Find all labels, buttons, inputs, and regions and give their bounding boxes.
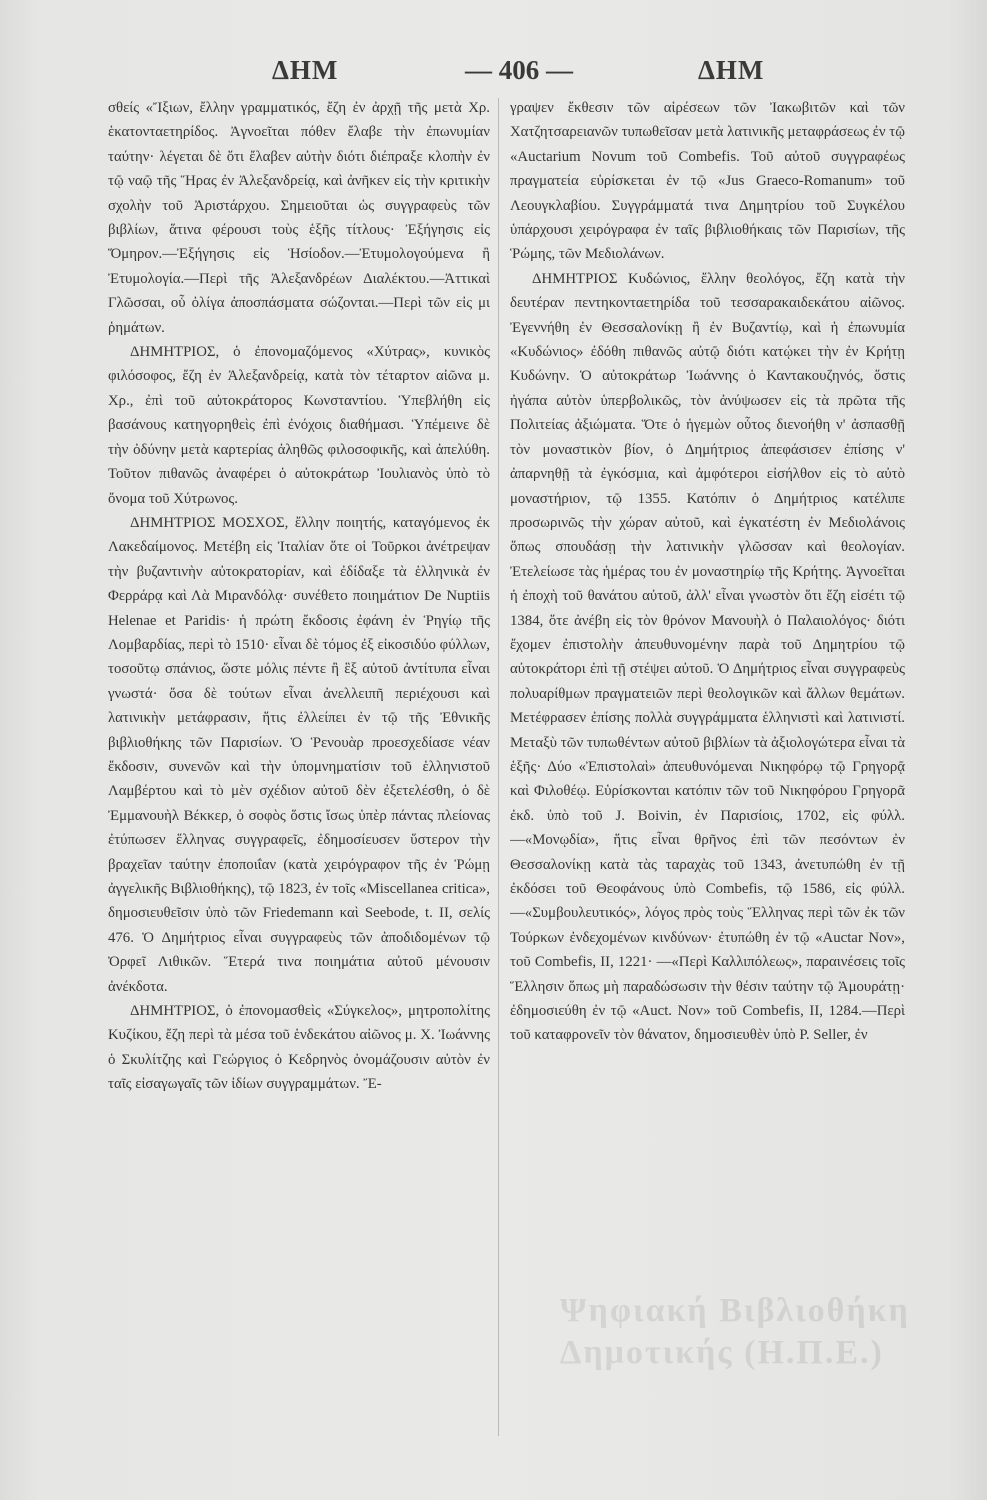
left-paragraph-4: ΔΗΜΗΤΡΙΟΣ, ὁ ἐπονομασθεὶς «Σύγκελος», μητροπολίτης Κυζίκου, ἔζη περὶ τὰ μέσα τοῦ ἑνδεκάτου αἰῶνος μ. Χ. Ἰωάννης ὁ Σκυλίτζης καὶ Γεώργιος ὁ Κεδρηνὸς ὀνομάζουσιν αὐτὸν ἐν ταῖς εἰσαγωγαῖς τῶν ἰδίων συγγραμμάτων. Ἔ-	[108, 1003, 490, 1093]
watermark-line-1: Ψηφιακή Βιβλιοθήκη	[560, 1292, 910, 1329]
left-column	[108, 96, 490, 1441]
header-right-keyword: ΔΗΜ	[698, 55, 765, 85]
page-number: — 406 —	[465, 55, 573, 85]
right-column	[510, 96, 905, 1441]
left-paragraph-3: ΔΗΜΗΤΡΙΟΣ ΜΟΣΧΟΣ, ἔλλην ποιητής, καταγόμενος ἐκ Λακεδαίμονος. Μετέβη εἰς Ἰταλίαν ὅτε οἱ Τοῦρκοι ἀνέτρεψαν τὴν βυζαντινὴν αὐτοκρατορίαν, καὶ ἐδίδαξε τὰ ἑλληνικὰ ἐν Φερράρᾳ καὶ Λὰ Μιρανδόλᾳ· συνέθετο ποιημάτιον De Nuptiis Helenae et Paridis· ἡ πρώτη ἔκδοσις ἐφάνη ἐν Ῥηγίῳ τῆς Λομβαρδίας, περὶ τὸ 1510· εἶναι δὲ τόμος ἐξ εἰκοσιδύο φύλλων, τοσοῦτῳ σπάνιος, ὥστε μόλις πέντε ἢ ἓξ αὐτοῦ ἀντίτυπα εἶναι γνωστά· ὅσα δὲ τούτων εἶναι ἀνελλειπῆ περιέχουσι καὶ λατινικὴν μετάφρασιν, ἥτις ἐλλείπει ἐν τῷ τῆς Ἐθνικῆς βιβλιοθήκης τῶν Παρισίων. Ὁ Ῥενουὰρ προεσχεδίασε νέαν ἔκδοσιν, συνενῶν καὶ τὴν ὑπομνηματίσιν τοῦ ἑλληνιστοῦ Λαμβέρτου καὶ τὸ μὲν σχέδιον αὐτοῦ δὲν ἐξετελέσθη, ὁ δὲ Ἐμμανουὴλ Βέκκερ, ὁ σοφὸς ὅστις ἴσως ὑπὲρ πάντας πλείονας ἐτύπωσεν ἕλληνας συγγραφεῖς, ἐδημοσίευσεν ὕστερον τὴν βραχεῖαν ταύτην ἐποποιΐαν (κατὰ χειρόγραφον τῆς ἐν Ῥώμῃ ἀγγελικῆς Βιβλιοθήκης), τῷ 1823, ἐν τοῖς «Miscellanea critica», δημοσιευθεῖσιν ὑπὸ τῶν Friedemann καὶ Seebode, t. II, σελίς 476. Ὁ Δημήτριος εἶναι συγγραφεὺς τῶν ἀποδιδομένων τῷ Ὀρφεῖ Λιθικῶν. Ἕτερά τινα ποιημάτια αὐτοῦ μένουσιν ἀνέκδοτα.	[108, 514, 490, 995]
left-paragraph-1: σθείς «Ἴξιων, ἔλλην γραμματικός, ἔζη ἐν ἀρχῇ τῆς μετὰ Χρ. ἑκατονταετηρίδος. Ἀγνοεῖται πόθεν ἔλαβε τὴν ἐπωνυμίαν ταύτην· λέγεται δὲ ὅτι ἔλαβεν αὐτὴν διότι διέπραξε κλοπὴν ἐν τῷ ναῷ τῆς Ἥρας ἐν Ἀλεξανδρείᾳ, καὶ ἀνῆκεν εἰς τὴν κριτικὴν σχολὴν τοῦ Ἀριστάρχου. Σημειοῦται ὡς συγγραφεὺς τῶν βιβλίων, ἅτινα φέρουσι τοὺς ἑξῆς τίτλους· Ἐξήγησις εἰς Ὅμηρον.—Ἐξήγησις εἰς Ἡσίοδον.—Ἐτυμολογούμενα ἢ Ἐτυμολογία.—Περὶ τῆς Ἀλεξανδρέων Διαλέκτου.—Ἀττικαὶ Γλῶσσαι, οὗ ὀλίγα ἀποσπάσματα σώζονται.—Περὶ τῶν εἰς μι ῥημάτων.	[108, 100, 490, 336]
right-paragraph-2: ΔΗΜΗΤΡΙΟΣ Κυδώνιος, ἔλλην θεολόγος, ἔζη κατὰ τὴν δευτέραν πεντηκονταετηρίδα τοῦ τεσσαρακαιδεκάτου αἰῶνος. Ἐγεννήθη ἐν Θεσσαλονίκῃ ἢ ἐν Βυζαντίῳ, καὶ ἡ ἐπωνυμία «Κυδώνιος» ἐδόθη πιθανῶς αὐτῷ διότι κατῴκει τὴν ἐν Κρήτῃ Κυδώνην. Ὁ αὐτοκράτωρ Ἰωάννης ὁ Καντακουζηνός, ὅστις ἠγάπα αὐτὸν ὑπερβολικῶς, τὸν ἀνύψωσεν εἰς τὰ πρῶτα τῆς Πολιτείας ἀξιώματα. Ὅτε ὁ ἡγεμὼν οὗτος διενοήθη ν' ἀσπασθῇ τὸν μοναστικὸν βίον, ὁ Δημήτριος ἀπεφάσισεν ἐπίσης ν' ἀπαρνηθῇ τὰ ἐγκόσμια, καὶ ἀμφότεροι εἰσήλθον εἰς τὸ αὐτὸ μοναστήριον, τῷ 1355. Κατόπιν ὁ Δημήτριος κατέλιπε προσωρινῶς τὴν χώραν αὐτοῦ, καὶ ἐγκατέστη ἐν Μεδιολάνοις ὅπως σπουδάσῃ τὴν λατινικὴν γλῶσσαν καὶ θεολογίαν. Ἐτελείωσε τὰς ἡμέρας του ἐν μοναστηρίῳ τῆς Κρήτης. Ἀγνοεῖται ἡ ἐποχὴ τοῦ θανάτου αὐτοῦ, ἀλλ' εἶναι γνωστὸν ὅτι ἔζη εἰσέτι τῷ 1384, ὅτε ἀνέβη εἰς τὸν θρόνον Μανουὴλ ὁ Παλαιολόγος· διότι ἔχομεν ἐπιστολὴν ἀπευθυνομένην παρὰ τοῦ Δημητρίου τῷ αὐτοκράτορι ἐπὶ τῇ στέψει αὐτοῦ. Ὁ Δημήτριος εἶναι συγγραφεὺς πολυαρίθμων πραγματειῶν περὶ θεολογικῶν καὶ ἄλλων θεμάτων. Μετέφρασεν ἐπίσης πολλὰ συγγράμματα ἑλληνιστὶ καὶ λατινιστί. Μεταξὺ τῶν τυπωθέντων αὐτοῦ βιβλίων τὰ ἀξιολογώτερα εἶναι τὰ ἑξῆς· Δύο «Ἐπιστολαὶ» ἀπευθυνόμεναι Νικηφόρῳ τῷ Γρηγορᾷ καὶ Φιλοθέῳ. Εὑρίσκονται κατόπιν τῶν τοῦ Νικηφόρου Γρηγορᾶ ἐκδ. ὑπὸ τοῦ J. Boivin, ἐν Παρισίοις, 1702, εἰς φύλλ. —«Μονῳδία», ἥτις εἶναι θρῆνος ἐπὶ τῶν πεσόντων ἐν Θεσσαλονίκῃ κατὰ τὰς ταραχὰς τοῦ 1343, ἀνετυπώθη ἐν τῇ ἐκδόσει τοῦ Θεοφάνους ὑπὸ Combefis, τῷ 1586, εἰς φύλλ.—«Συμβουλευτικός», λόγος πρὸς τοὺς Ἕλληνας περὶ τῶν ἐκ τῶν Τούρκων ἐνδεχομένων κινδύνων· ἐτυπώθη ἐν τῷ «Auctar Nov», τοῦ Combefis, II, 1221· —«Περὶ Καλλιπόλεως», παραινέσεις τοῖς Ἕλλησιν ὅπως μὴ παραδώσωσιν τὴν θέσιν ταύτην τῷ Ἀμουράτῃ· ἐδημοσιεύθη ἐν τῷ «Auct. Nov» τοῦ Combefis, II, 1284.—Περὶ τοῦ καταφρονεῖν τὸν θάνατον, δημοσιευθὲν ὑπὸ P. Seller, ἐν	[510, 270, 905, 1044]
left-paragraph-2: ΔΗΜΗΤΡΙΟΣ, ὁ ἐπονομαζόμενος «Χύτρας», κυνικὸς φιλόσοφος, ἔζη ἐν Ἀλεξανδρείᾳ, κατὰ τὸν τέταρτον αἰῶνα μ. Χρ., ἐπὶ τοῦ αὐτοκράτορος Κωνσταντίου. Ὑπεβλήθη εἰς βασάνους κατηγορηθεὶς ἐπὶ ἐνόχοις διαθήμασι. Ὑπέμεινε δὲ τὴν ὀδύνην μετὰ καρτερίας ἀληθῶς φιλοσοφικῆς, καὶ ἀπελύθη. Τοῦτον πιθανῶς ἀναφέρει ὁ αὐτοκράτωρ Ἰουλιανὸς ὑπὸ τὸ ὄνομα τοῦ Χύτρωνος.	[108, 344, 490, 507]
column-divider	[498, 98, 499, 1436]
running-header	[110, 55, 865, 95]
header-left-keyword: ΔΗΜ	[272, 55, 339, 85]
watermark-line-2: Δημοτικής (Η.Π.Ε.)	[560, 1334, 884, 1371]
right-paragraph-1: γραψεν ἔκθεσιν τῶν αἱρέσεων τῶν Ἰακωβιτῶν καὶ τῶν Χατζητσαρειανῶν τυπωθεῖσαν μετὰ λατινικῆς μεταφράσεως ἐν τῷ «Auctarium Novum τοῦ Combefis. Τοῦ αὐτοῦ συγγραφέως πραγματεία εὑρίσκεται ἐν τῷ «Jus Graeco-Romanum» τοῦ Λεουγκλαβίου. Συγγράμματά τινα Δημητρίου τοῦ Συγκέλου ὑπάρχουσι χειρόγραφα ἐν ταῖς βιβλιοθήκαις τῶν Παρισίων, τῆς Ῥώμης, τῶν Μεδιολάνων.	[510, 100, 905, 263]
